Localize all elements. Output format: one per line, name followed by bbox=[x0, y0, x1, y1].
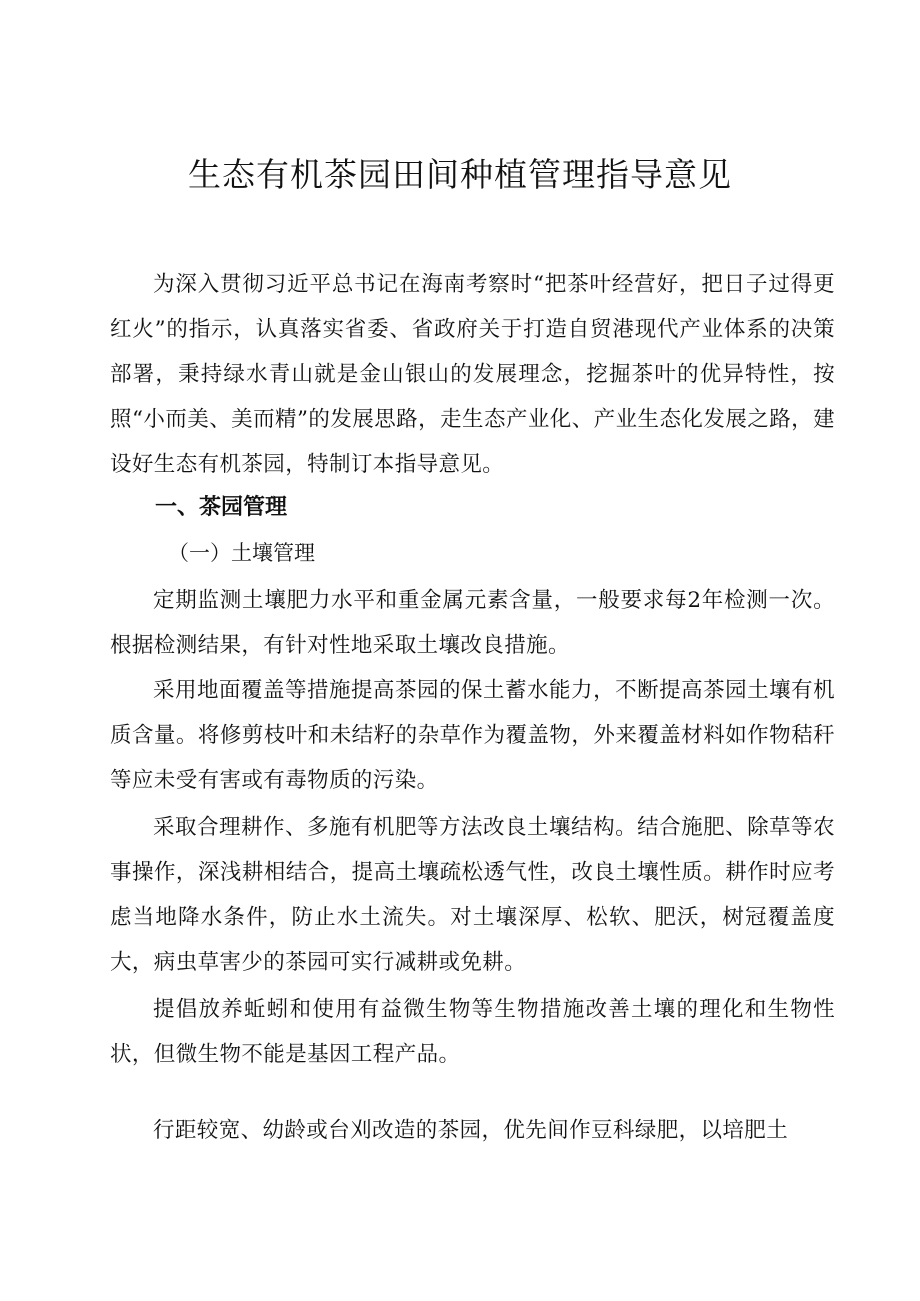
intro-paragraph: 为深入贯彻习近平总书记在海南考察时“把茶叶经营好，把日子过得更红火”的指示，认真落实省委、省政府关于打造自贸港现代产业体系的决策部署，秉持绿水青山就是金山银山的发展理念，挖掘茶叶的优异特性，按照“小而美、美而精”的发展思路，走生态产业化、产业生态化发展之路，建设好生态有机茶园，特制订本指导意见。 bbox=[110, 272, 835, 477]
section-heading-garden-management: 一、茶园管理 bbox=[155, 495, 288, 520]
body-paragraph-2: 采用地面覆盖等措施提高茶园的保土蓄水能力，不断提高茶园土壤有机质含量。将修剪枝叶和未结籽的杂草作为覆盖物，外来覆盖材料如作物秸秆等应未受有害或有毒物质的污染。 bbox=[110, 678, 835, 793]
body-paragraph-4: 提倡放养蚯蚓和使用有益微生物等生物措施改善土壤的理化和生物性状，但微生物不能是基因工程产品。 bbox=[110, 997, 835, 1067]
body-paragraph-1: 定期监测土壤肥力水平和重金属元素含量，一般要求每2年检测一次。根据检测结果，有针对性地采取土壤改良措施。 bbox=[110, 588, 835, 658]
body-paragraph-5: 行距较宽、幼龄或台刈改造的茶园，优先间作豆科绿肥，以培肥土 bbox=[153, 1118, 789, 1143]
subsection-heading-soil-management: （一）土壤管理 bbox=[168, 541, 315, 565]
body-paragraph-3: 采取合理耕作、多施有机肥等方法改良土壤结构。结合施肥、除草等农事操作，深浅耕相结合，提高土壤疏松透气性，改良土壤性质。耕作时应考虑当地降水条件，防止水土流失。对土壤深厚、松软、肥沃，树冠覆盖度大，病虫草害少的茶园可实行减耕或免耕。 bbox=[110, 815, 835, 975]
document-title: 生态有机茶园田间种植管理指导意见 bbox=[188, 155, 732, 194]
